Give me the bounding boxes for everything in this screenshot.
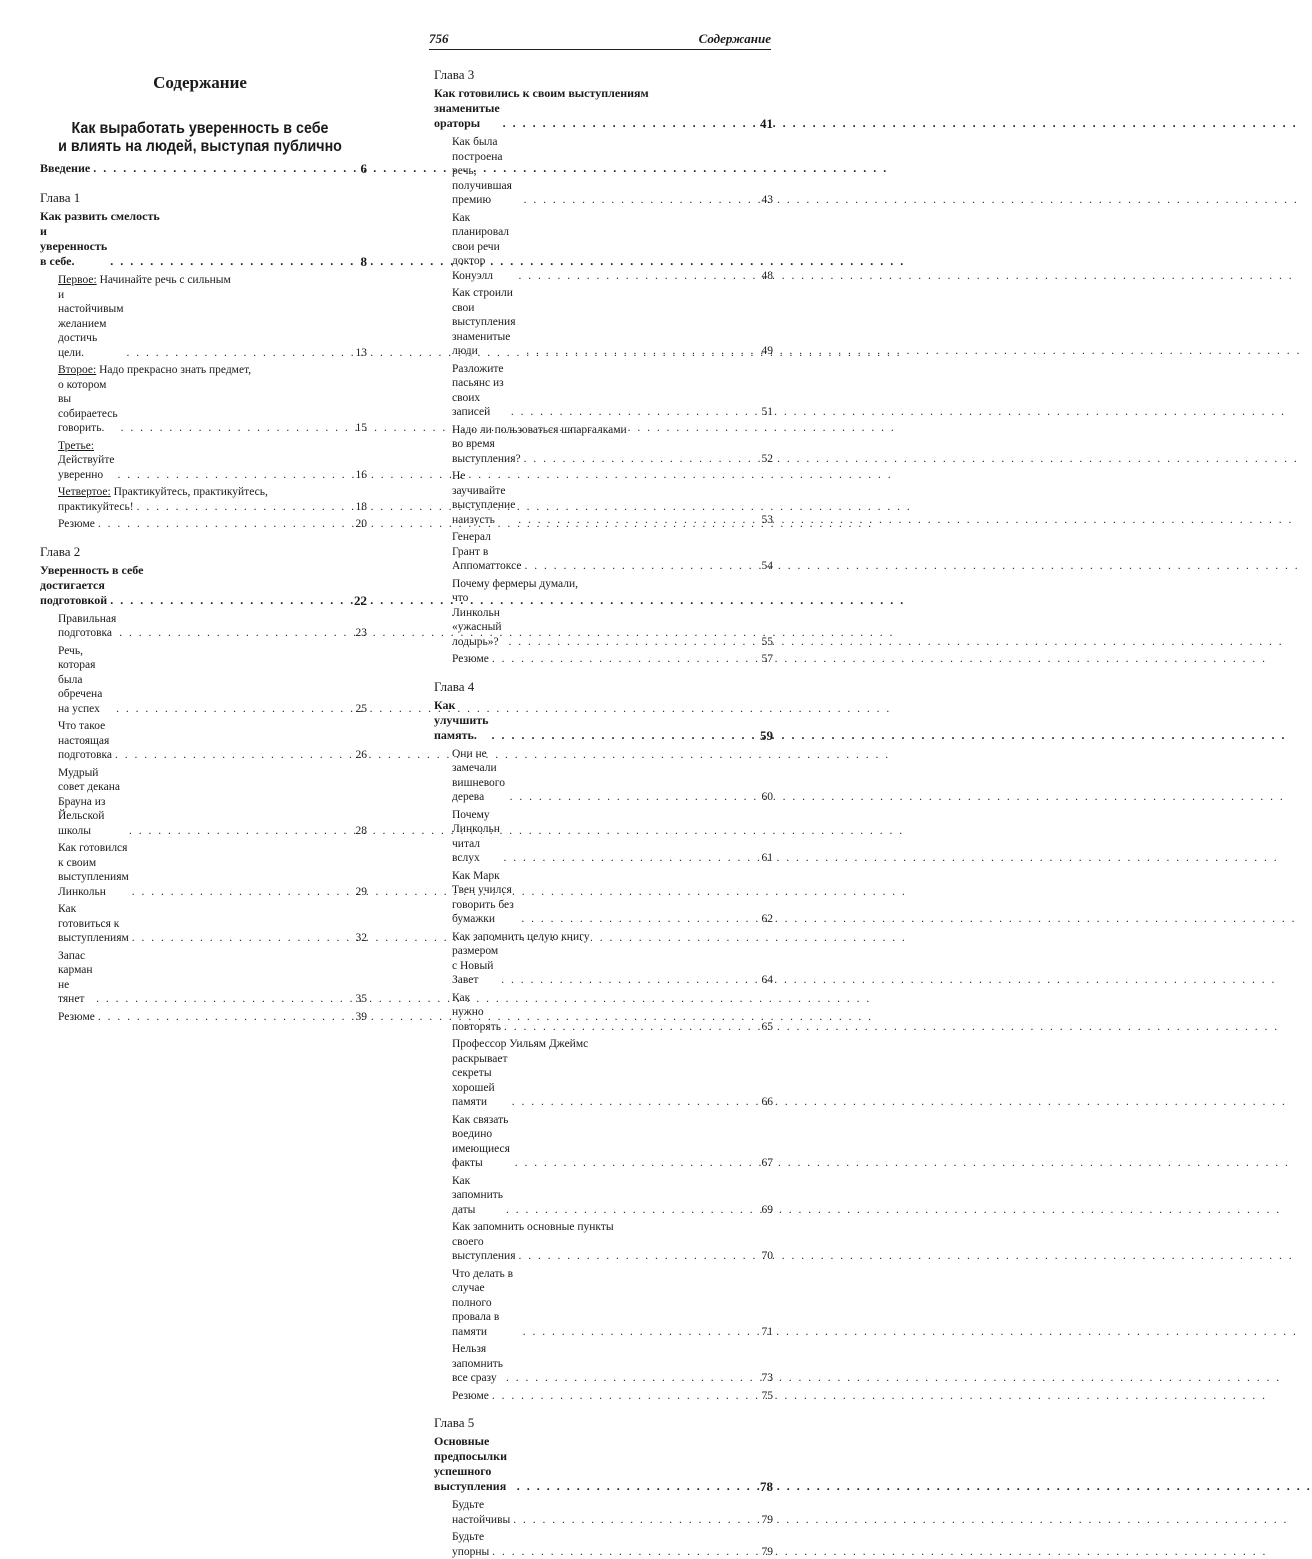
toc-entry-text: во время выступления? (452, 437, 521, 466)
leader-dots (524, 452, 754, 467)
toc-entry-text: Введение (40, 161, 90, 176)
page-number: 756 (429, 31, 449, 47)
leader-dots (132, 885, 348, 900)
toc-entry-text: раскрывает секреты хорошей памяти (452, 1052, 509, 1110)
toc-entry-text: Надо прекрасно знать предмет, (96, 364, 251, 376)
leader-dots (491, 728, 754, 743)
toc-entry-page: 60 (757, 790, 773, 805)
toc-entry-page: 61 (757, 851, 773, 866)
chapter-1-page: 8 (351, 254, 367, 269)
chapter-5-title-text: Основные предпосылки успешного выступления (434, 1434, 514, 1494)
toc-entry-text: Начинайте речь с сильным (97, 274, 231, 286)
chapter-2-title-line-2: достигается подготовкой (40, 578, 107, 608)
chapter-2-label: Глава 2 (40, 544, 367, 560)
toc-entry[interactable] (40, 363, 367, 436)
item-prefix: Третье: (58, 440, 94, 452)
leader-dots (137, 500, 348, 515)
toc-entry[interactable] (434, 1342, 773, 1386)
running-header-title: Содержание (699, 31, 771, 47)
toc-entry-text: Правильная подготовка (58, 612, 116, 641)
toc-entry-page: 52 (757, 452, 773, 467)
toc-entry-page: 23 (351, 626, 367, 641)
toc-entry-text: Резюме (58, 517, 95, 532)
leader-dots (523, 1325, 754, 1340)
toc-entry[interactable] (40, 485, 367, 514)
toc-entry-text: Действуйте уверенно (58, 454, 114, 481)
toc-entry-page: 16 (351, 468, 367, 483)
leader-dots (492, 652, 754, 667)
toc-entry[interactable] (40, 766, 367, 839)
toc-entry-page: 65 (757, 1020, 773, 1035)
leader-dots (127, 346, 348, 361)
leader-dots (511, 405, 754, 420)
toc-entry-text: Как планировал свои речи доктор Конуэлл (452, 211, 515, 284)
toc-entry-text: и настойчивым желанием достичь цели. (58, 288, 124, 361)
chapter-1-label: Глава 1 (40, 190, 367, 206)
leader-dots (524, 559, 754, 574)
toc-entry-text: практикуйтесь! (58, 500, 134, 515)
toc-entry[interactable] (40, 644, 367, 717)
leader-dots (518, 269, 754, 284)
toc-entry[interactable] (434, 1498, 773, 1527)
chapter-3-page: 41 (757, 116, 773, 131)
chapter-5-label: Глава 5 (434, 1415, 773, 1431)
toc-entry-page: 79 (757, 1545, 773, 1559)
toc-entry-text: Мудрый совет декана Брауна из Йельской школы (58, 766, 126, 839)
toc-entry-page: 70 (757, 1249, 773, 1264)
chapter-5-page: 78 (757, 1479, 773, 1494)
toc-entry-text: размером с Новый Завет (452, 944, 498, 988)
toc-entry-page: 66 (757, 1095, 773, 1110)
toc-entry-page: 28 (351, 824, 367, 839)
toc-entry[interactable] (434, 1037, 773, 1110)
toc-entry-page: 15 (351, 421, 367, 436)
toc-entry[interactable] (434, 530, 773, 574)
leader-dots (503, 116, 754, 131)
toc-entry-page: 25 (351, 702, 367, 717)
toc-entry-page: 32 (351, 931, 367, 946)
toc-entry-page: 20 (351, 517, 367, 532)
leader-dots (513, 1513, 754, 1528)
toc-entry-text: Как Марк Твен учился говорить без бумажки (452, 869, 518, 927)
toc-entry-intro[interactable] (40, 161, 367, 176)
toc-entry-text: Почему Линкольн читал вслух (452, 808, 500, 866)
chapter-4-label: Глава 4 (434, 679, 773, 695)
toc-entry-text: Будьте упорны (452, 1530, 489, 1559)
toc-entry[interactable] (434, 211, 773, 284)
toc-entry[interactable] (434, 1220, 773, 1264)
chapter-3-title-line-2: знаменитые ораторы (434, 101, 500, 131)
chapter-3-title-line-1: Как готовились к своим выступлениям (434, 86, 649, 101)
toc-entry[interactable] (434, 362, 773, 420)
chapter-1-title-line-1: Как развить смелость (40, 209, 160, 224)
toc-entry-page: 53 (757, 513, 773, 528)
right-page (400, 0, 800, 635)
toc-entry-page: 6 (351, 161, 367, 176)
leader-dots (515, 1156, 754, 1171)
toc-entry[interactable] (434, 423, 773, 467)
toc-entry[interactable] (434, 1267, 773, 1340)
leader-dots (492, 1389, 754, 1404)
toc-entry-text: Как строили свои выступления знаменитые люди (452, 286, 523, 359)
leader-dots (110, 254, 348, 269)
toc-entry-text: Будьте настойчивы (452, 1498, 510, 1527)
toc-entry-text: своего выступления (452, 1235, 515, 1264)
toc-entry-text: Практикуйтесь, практикуйтесь, (111, 486, 268, 498)
toc-entry-page: 54 (757, 559, 773, 574)
leader-dots (509, 635, 754, 650)
toc-entry[interactable] (434, 1530, 773, 1559)
item-prefix: Второе: (58, 364, 96, 376)
toc-entry-page: 69 (757, 1203, 773, 1218)
right-toc-column (434, 67, 773, 1559)
toc-entry[interactable] (40, 439, 367, 483)
leader-dots (503, 851, 754, 866)
toc-entry-text: Резюме (452, 1389, 489, 1404)
toc-entry-text: Как нужно повторять (452, 991, 501, 1035)
leader-dots (121, 421, 348, 436)
chapter-2-title-block[interactable] (40, 563, 367, 608)
toc-entry[interactable] (40, 841, 367, 899)
toc-entry-page: 73 (757, 1371, 773, 1386)
leader-dots (119, 626, 348, 641)
toc-entry[interactable] (434, 135, 773, 208)
toc-entry-text: что Линкольн «ужасный лодырь»? (452, 591, 506, 649)
toc-entry-text: Что такое настоящая подготовка (58, 719, 112, 763)
toc-entry-page: 26 (351, 748, 367, 763)
leader-dots (506, 1371, 754, 1386)
toc-entry-text: Как готовиться к выступлениям (58, 902, 129, 946)
toc-title: Содержание (0, 73, 400, 93)
toc-entry[interactable] (40, 1010, 367, 1025)
chapter-4-page: 59 (757, 728, 773, 743)
book-title (53, 120, 347, 156)
toc-entry-text: Надо ли пользоваться шпаргалками (452, 423, 627, 438)
chapter-2-page: 22 (351, 593, 367, 608)
toc-entry-page: 18 (351, 500, 367, 515)
toc-entry-text: Речь, которая была обречена на успех (58, 644, 113, 717)
leader-dots (93, 161, 348, 176)
leader-dots (526, 344, 754, 359)
leader-dots (98, 517, 348, 532)
toc-entry[interactable] (40, 949, 367, 1007)
toc-entry[interactable] (434, 1113, 773, 1171)
toc-entry[interactable] (40, 517, 367, 532)
toc-entry-page: 49 (757, 344, 773, 359)
toc-entry-text: Запас карман не тянет (58, 949, 93, 1007)
toc-entry-page: 64 (757, 973, 773, 988)
leader-dots (129, 824, 348, 839)
left-toc-column (40, 161, 367, 1024)
chapter-3-title-block[interactable] (434, 86, 773, 131)
leader-dots (492, 1545, 754, 1559)
leader-dots (518, 513, 754, 528)
leader-dots (501, 973, 754, 988)
toc-entry-text: Разложите пасьянс из своих записей (452, 362, 508, 420)
toc-entry-text: Как запомнить целую книгу (452, 930, 590, 945)
toc-entry-page: 79 (757, 1513, 773, 1528)
toc-entry[interactable] (434, 930, 773, 988)
toc-entry[interactable] (434, 869, 773, 927)
toc-entry[interactable] (434, 808, 773, 866)
leader-dots (518, 1249, 754, 1264)
toc-entry[interactable] (434, 1174, 773, 1218)
chapter-2-title-line-1: Уверенность в себе (40, 563, 143, 578)
toc-entry-page: 39 (351, 1010, 367, 1025)
toc-entry-page: 62 (757, 912, 773, 927)
running-header (429, 31, 771, 50)
toc-entry-text: Как запомнить основные пункты (452, 1220, 614, 1235)
chapter-5-title[interactable] (434, 1434, 773, 1494)
toc-entry[interactable] (434, 1389, 773, 1404)
toc-entry[interactable] (40, 273, 367, 360)
toc-entry-text: о котором вы собираетесь говорить. (58, 378, 118, 436)
toc-entry[interactable] (40, 719, 367, 763)
toc-entry-text: Что делать в случае полного провала в памяти (452, 1267, 520, 1340)
leader-dots (98, 1010, 348, 1025)
leader-dots (116, 702, 348, 717)
item-prefix: Четвертое: (58, 486, 111, 498)
chapter-3-label: Глава 3 (434, 67, 773, 83)
toc-entry-text: Как готовился к своим выступлениям Линкольн (58, 841, 129, 899)
leader-dots (512, 1095, 754, 1110)
toc-entry-text: Они не замечали вишневого дерева (452, 747, 507, 805)
toc-entry-text: Резюме (58, 1010, 95, 1025)
toc-entry-text: Как была построена речь, получившая премию (452, 135, 521, 208)
leader-dots (504, 1020, 754, 1035)
toc-entry[interactable] (434, 991, 773, 1035)
toc-entry-page: 75 (757, 1389, 773, 1404)
chapter-1-title-block[interactable] (40, 209, 367, 269)
toc-entry-page: 51 (757, 405, 773, 420)
toc-entry-page: 13 (351, 346, 367, 361)
chapter-1-title-line-2: и уверенность в себе. (40, 224, 107, 269)
toc-entry-text: Резюме (452, 652, 489, 667)
toc-entry-page: 57 (757, 652, 773, 667)
toc-entry-text: Как запомнить даты (452, 1174, 503, 1218)
toc-entry[interactable] (40, 612, 367, 641)
toc-entry[interactable] (40, 902, 367, 946)
toc-entry[interactable] (434, 747, 773, 805)
toc-entry-text: Не заучивайте выступление наизусть (452, 469, 515, 527)
book-title-line-1: Как выработать уверенность в себе (53, 120, 347, 138)
toc-entry[interactable] (434, 469, 773, 527)
book-title-line-2: и влиять на людей, выступая публично (53, 138, 347, 156)
toc-entry-page: 35 (351, 992, 367, 1007)
toc-entry-page: 29 (351, 885, 367, 900)
chapter-4-title[interactable] (434, 698, 773, 743)
toc-entry-page: 55 (757, 635, 773, 650)
leader-dots (506, 1203, 754, 1218)
item-prefix: Первое: (58, 274, 97, 286)
toc-entry-page: 71 (757, 1325, 773, 1340)
toc-entry-text: Как связать воедино имеющиеся факты (452, 1113, 512, 1171)
leader-dots (521, 912, 754, 927)
toc-entry[interactable] (434, 652, 773, 667)
left-page (0, 0, 400, 635)
leader-dots (132, 931, 348, 946)
leader-dots (110, 593, 348, 608)
toc-entry[interactable] (434, 577, 773, 650)
toc-entry-page: 48 (757, 269, 773, 284)
leader-dots (117, 468, 348, 483)
toc-entry-text: Нельзя запомнить все сразу (452, 1342, 503, 1386)
leader-dots (510, 790, 754, 805)
toc-entry-text: Почему фермеры думали, (452, 577, 578, 592)
toc-entry-page: 43 (757, 193, 773, 208)
chapter-4-title-text: Как улучшить память. (434, 698, 488, 743)
leader-dots (115, 748, 348, 763)
toc-entry-text: Профессор Уильям Джеймс (452, 1037, 588, 1052)
toc-entry-page: 67 (757, 1156, 773, 1171)
toc-entry[interactable] (434, 286, 773, 359)
leader-dots (517, 1479, 754, 1494)
leader-dots (524, 193, 754, 208)
toc-entry-text: Генерал Грант в Аппоматтоксе (452, 530, 521, 574)
leader-dots (96, 992, 348, 1007)
